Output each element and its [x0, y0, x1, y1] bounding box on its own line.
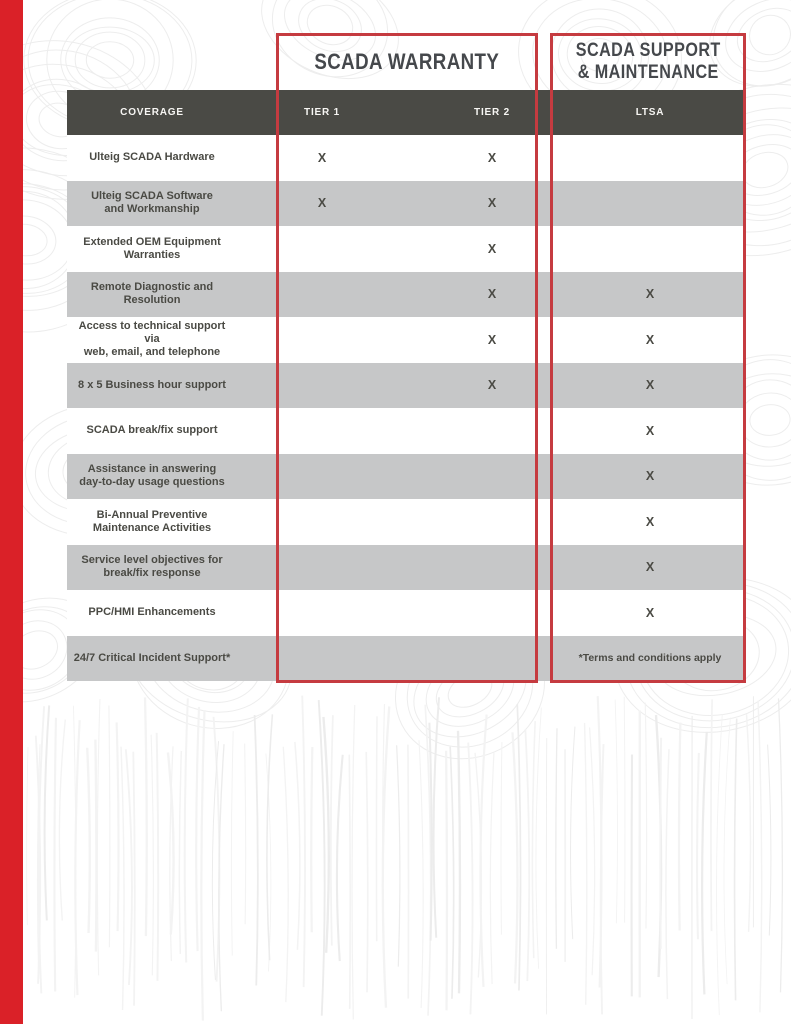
tier1-cell: [237, 226, 407, 272]
scada-support-title: [550, 33, 746, 90]
coverage-label: Ulteig SCADA Software and Workmanship: [91, 190, 213, 216]
table-header-row: [67, 90, 745, 135]
tier1-cell: X: [317, 196, 327, 211]
table-row: [67, 226, 745, 272]
tier2-cell: X: [487, 287, 497, 302]
tier1-cell: [237, 590, 407, 636]
tier1-cell: [237, 499, 407, 545]
ltsa-cell: X: [645, 605, 655, 620]
table-body: [67, 135, 745, 681]
coverage-label: Service level objectives for break/fix response: [81, 554, 223, 580]
scada-warranty-title: [276, 33, 538, 90]
column-header-ltsa: LTSA: [635, 107, 665, 118]
table-row: [67, 317, 745, 363]
tier2-cell: X: [487, 196, 497, 211]
ltsa-cell: X: [645, 469, 655, 484]
coverage-label: Bi-Annual Preventive Maintenance Activities: [92, 508, 212, 534]
ltsa-cell: X: [645, 332, 655, 347]
coverage-label: Extended OEM Equipment Warranties: [83, 235, 221, 261]
coverage-label: 24/7 Critical Incident Support*: [73, 651, 231, 664]
ltsa-cell: *Terms and conditions apply: [578, 652, 722, 665]
tier1-cell: [237, 454, 407, 500]
scada-warranty-title-text: SCADA WARRANTY: [314, 48, 500, 74]
ltsa-cell: [577, 226, 745, 272]
ltsa-cell: X: [645, 423, 655, 438]
table-row: [67, 363, 745, 409]
table-row: [67, 135, 745, 181]
table-row: [67, 499, 745, 545]
column-header-tier1: TIER 1: [304, 107, 340, 118]
coverage-label: Access to technical support via web, email, and telephone: [78, 320, 226, 359]
table-row: [67, 636, 745, 682]
tier2-cell: [407, 590, 577, 636]
ltsa-cell: X: [645, 514, 655, 529]
table-row: [67, 181, 745, 227]
tier1-cell: [237, 317, 407, 363]
coverage-label: PPC/HMI Enhancements: [88, 606, 216, 619]
scada-support-title-line2: & MAINTENANCE: [577, 61, 719, 83]
scada-support-title-text: [576, 40, 721, 84]
coverage-label: Ulteig SCADA Hardware: [89, 151, 215, 164]
tier1-cell: [237, 408, 407, 454]
tier2-cell: X: [487, 241, 497, 256]
tier2-cell: [407, 636, 577, 682]
ltsa-cell: [577, 181, 745, 227]
tier1-cell: X: [317, 150, 327, 165]
ltsa-cell: X: [645, 378, 655, 393]
coverage-label: Assistance in answering day-to-day usage questions: [79, 463, 225, 489]
table-row: [67, 408, 745, 454]
table-row: [67, 454, 745, 500]
column-header-tier2: TIER 2: [474, 107, 510, 118]
ltsa-cell: [577, 135, 745, 181]
tier2-cell: X: [487, 378, 497, 393]
tier1-cell: [237, 545, 407, 591]
tier2-cell: [407, 454, 577, 500]
left-accent-bar: [0, 0, 23, 1024]
tier1-cell: [237, 272, 407, 318]
table-row: [67, 545, 745, 591]
tier2-cell: [407, 499, 577, 545]
tier2-cell: X: [487, 150, 497, 165]
tier2-cell: [407, 408, 577, 454]
tier2-cell: [407, 545, 577, 591]
ltsa-cell: X: [645, 287, 655, 302]
coverage-label: SCADA break/fix support: [86, 424, 218, 437]
table-row: [67, 590, 745, 636]
tier2-cell: X: [487, 332, 497, 347]
scada-support-title-line1: SCADA SUPPORT: [575, 39, 721, 61]
ltsa-cell: X: [645, 560, 655, 575]
column-header-coverage: COVERAGE: [120, 107, 184, 118]
coverage-label: Remote Diagnostic and Resolution: [90, 281, 214, 307]
table-row: [67, 272, 745, 318]
coverage-table: [67, 90, 745, 681]
coverage-label: 8 x 5 Business hour support: [78, 378, 226, 391]
tier1-cell: [237, 636, 407, 682]
tier1-cell: [237, 363, 407, 409]
